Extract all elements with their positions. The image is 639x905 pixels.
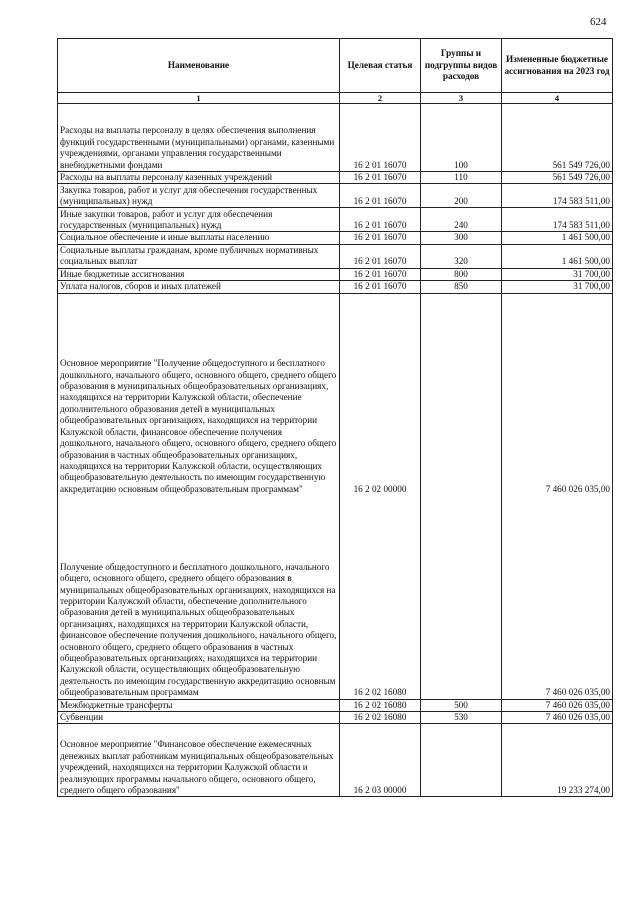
header-groups: Группы и подгруппы видов расходов [421, 39, 502, 93]
row-name: Основное мероприятие "Получение общедоступного и бесплатного дошкольного, начального общего, основного общего, среднего общего образования в муниципальных общеобразовательных организациях, находящихся на территории Калужской области, обеспечение дополнительного образования детей в муниципальных общеобразовательных организациях, находящихся на территории Калужской области, финансовое обеспечение получения дошкольного, начального общего, основного общего, среднего общего образования в частных общеобразовательных организациях, находящихся на территории Калужской области, осуществляющих общеобразовательную деятельность по имеющим государственную аккредитацию основным общеобразовательным программам" [58, 293, 340, 495]
row-code: 16 2 01 16070 [340, 208, 421, 232]
row-amount: 31 700,00 [502, 268, 613, 280]
row-group: 300 [421, 232, 502, 244]
table-row [58, 104, 613, 172]
row-group [421, 293, 502, 495]
row-group: 800 [421, 268, 502, 280]
row-code: 16 2 01 16070 [340, 232, 421, 244]
row-group: 320 [421, 244, 502, 268]
row-amount: 561 549 726,00 [502, 104, 613, 172]
row-group: 240 [421, 208, 502, 232]
table-row [58, 724, 613, 797]
table-row [58, 699, 613, 711]
row-name: Иные бюджетные ассигнования [58, 268, 340, 280]
row-name: Основное мероприятие "Финансовое обеспечение ежемесячных денежных выплат работникам муниципальных общеобразовательных учреждений, находящихся на территории Калужской области и реализующих программы начального общего, основного общего, среднего общего образования" [58, 724, 340, 797]
page-number: 624 [590, 16, 607, 28]
row-name: Социальные выплаты гражданам, кроме публичных нормативных социальных выплат [58, 244, 340, 268]
budget-table [57, 38, 613, 797]
table-row [58, 293, 613, 495]
row-amount: 7 460 026 035,00 [502, 712, 613, 724]
row-group: 100 [421, 104, 502, 172]
row-name: Социальное обеспечение и иные выплаты населению [58, 232, 340, 244]
table-row [58, 268, 613, 280]
row-amount: 1 461 500,00 [502, 244, 613, 268]
row-name: Межбюджетные трансферты [58, 699, 340, 711]
row-code: 16 2 03 00000 [340, 724, 421, 797]
column-number-row [58, 93, 613, 104]
row-group [421, 724, 502, 797]
row-name: Субвенции [58, 712, 340, 724]
col-number: 1 [58, 93, 340, 104]
row-group: 200 [421, 184, 502, 208]
row-code: 16 2 01 16070 [340, 172, 421, 184]
table-row [58, 495, 613, 699]
col-number: 4 [502, 93, 613, 104]
row-code: 16 2 01 16070 [340, 244, 421, 268]
row-group [421, 495, 502, 699]
row-name: Уплата налогов, сборов и иных платежей [58, 281, 340, 293]
row-amount: 561 549 726,00 [502, 172, 613, 184]
row-amount: 174 583 511,00 [502, 184, 613, 208]
row-code: 16 2 02 00000 [340, 293, 421, 495]
row-amount: 7 460 026 035,00 [502, 699, 613, 711]
row-group: 850 [421, 281, 502, 293]
row-group: 530 [421, 712, 502, 724]
table-row [58, 712, 613, 724]
table-row [58, 184, 613, 208]
row-amount: 31 700,00 [502, 281, 613, 293]
table-row [58, 232, 613, 244]
row-amount: 1 461 500,00 [502, 232, 613, 244]
row-code: 16 2 01 16070 [340, 268, 421, 280]
col-number: 3 [421, 93, 502, 104]
row-code: 16 2 01 16070 [340, 184, 421, 208]
row-code: 16 2 02 16080 [340, 712, 421, 724]
row-amount: 7 460 026 035,00 [502, 495, 613, 699]
header-target: Целевая статья [340, 39, 421, 93]
header-name: Наименование [58, 39, 340, 93]
row-name: Расходы на выплаты персоналу в целях обеспечения выполнения функций государственными (муниципальными) органами, казенными учреждениями, органами управления государственными внебюджетными фондами [58, 104, 340, 172]
table-row [58, 244, 613, 268]
row-code: 16 2 01 16070 [340, 281, 421, 293]
row-group: 500 [421, 699, 502, 711]
row-name: Иные закупки товаров, работ и услуг для обеспечения государственных (муниципальных) нужд [58, 208, 340, 232]
header-amount: Измененные бюджетные ассигнования на 2023 год [502, 39, 613, 93]
table-header-row [58, 39, 613, 93]
row-group: 110 [421, 172, 502, 184]
col-number: 2 [340, 93, 421, 104]
table-row [58, 172, 613, 184]
row-code: 16 2 02 16080 [340, 495, 421, 699]
row-name: Расходы на выплаты персоналу казенных учреждений [58, 172, 340, 184]
row-name: Получение общедоступного и бесплатного дошкольного, начального общего, основного общего, среднего общего образования в муниципальных общеобразовательных организациях, находящихся на территории Калужской области, обеспечение дополнительного образования детей в муниципальных общеобразовательных организациях, находящихся на территории Калужской области, финансовое обеспечение получения дошкольного, начального общего, основного общего, среднего общего образования в частных общеобразовательных организациях, находящихся на территории Калужской области, осуществляющих общеобразовательную деятельность по имеющим государственную аккредитацию основным общеобразовательным программам [58, 495, 340, 699]
row-code: 16 2 02 16080 [340, 699, 421, 711]
row-code: 16 2 01 16070 [340, 104, 421, 172]
row-amount: 19 233 274,00 [502, 724, 613, 797]
table-row [58, 281, 613, 293]
row-amount: 174 583 511,00 [502, 208, 613, 232]
table-row [58, 208, 613, 232]
row-name: Закупка товаров, работ и услуг для обеспечения государственных (муниципальных) нужд [58, 184, 340, 208]
row-amount: 7 460 026 035,00 [502, 293, 613, 495]
